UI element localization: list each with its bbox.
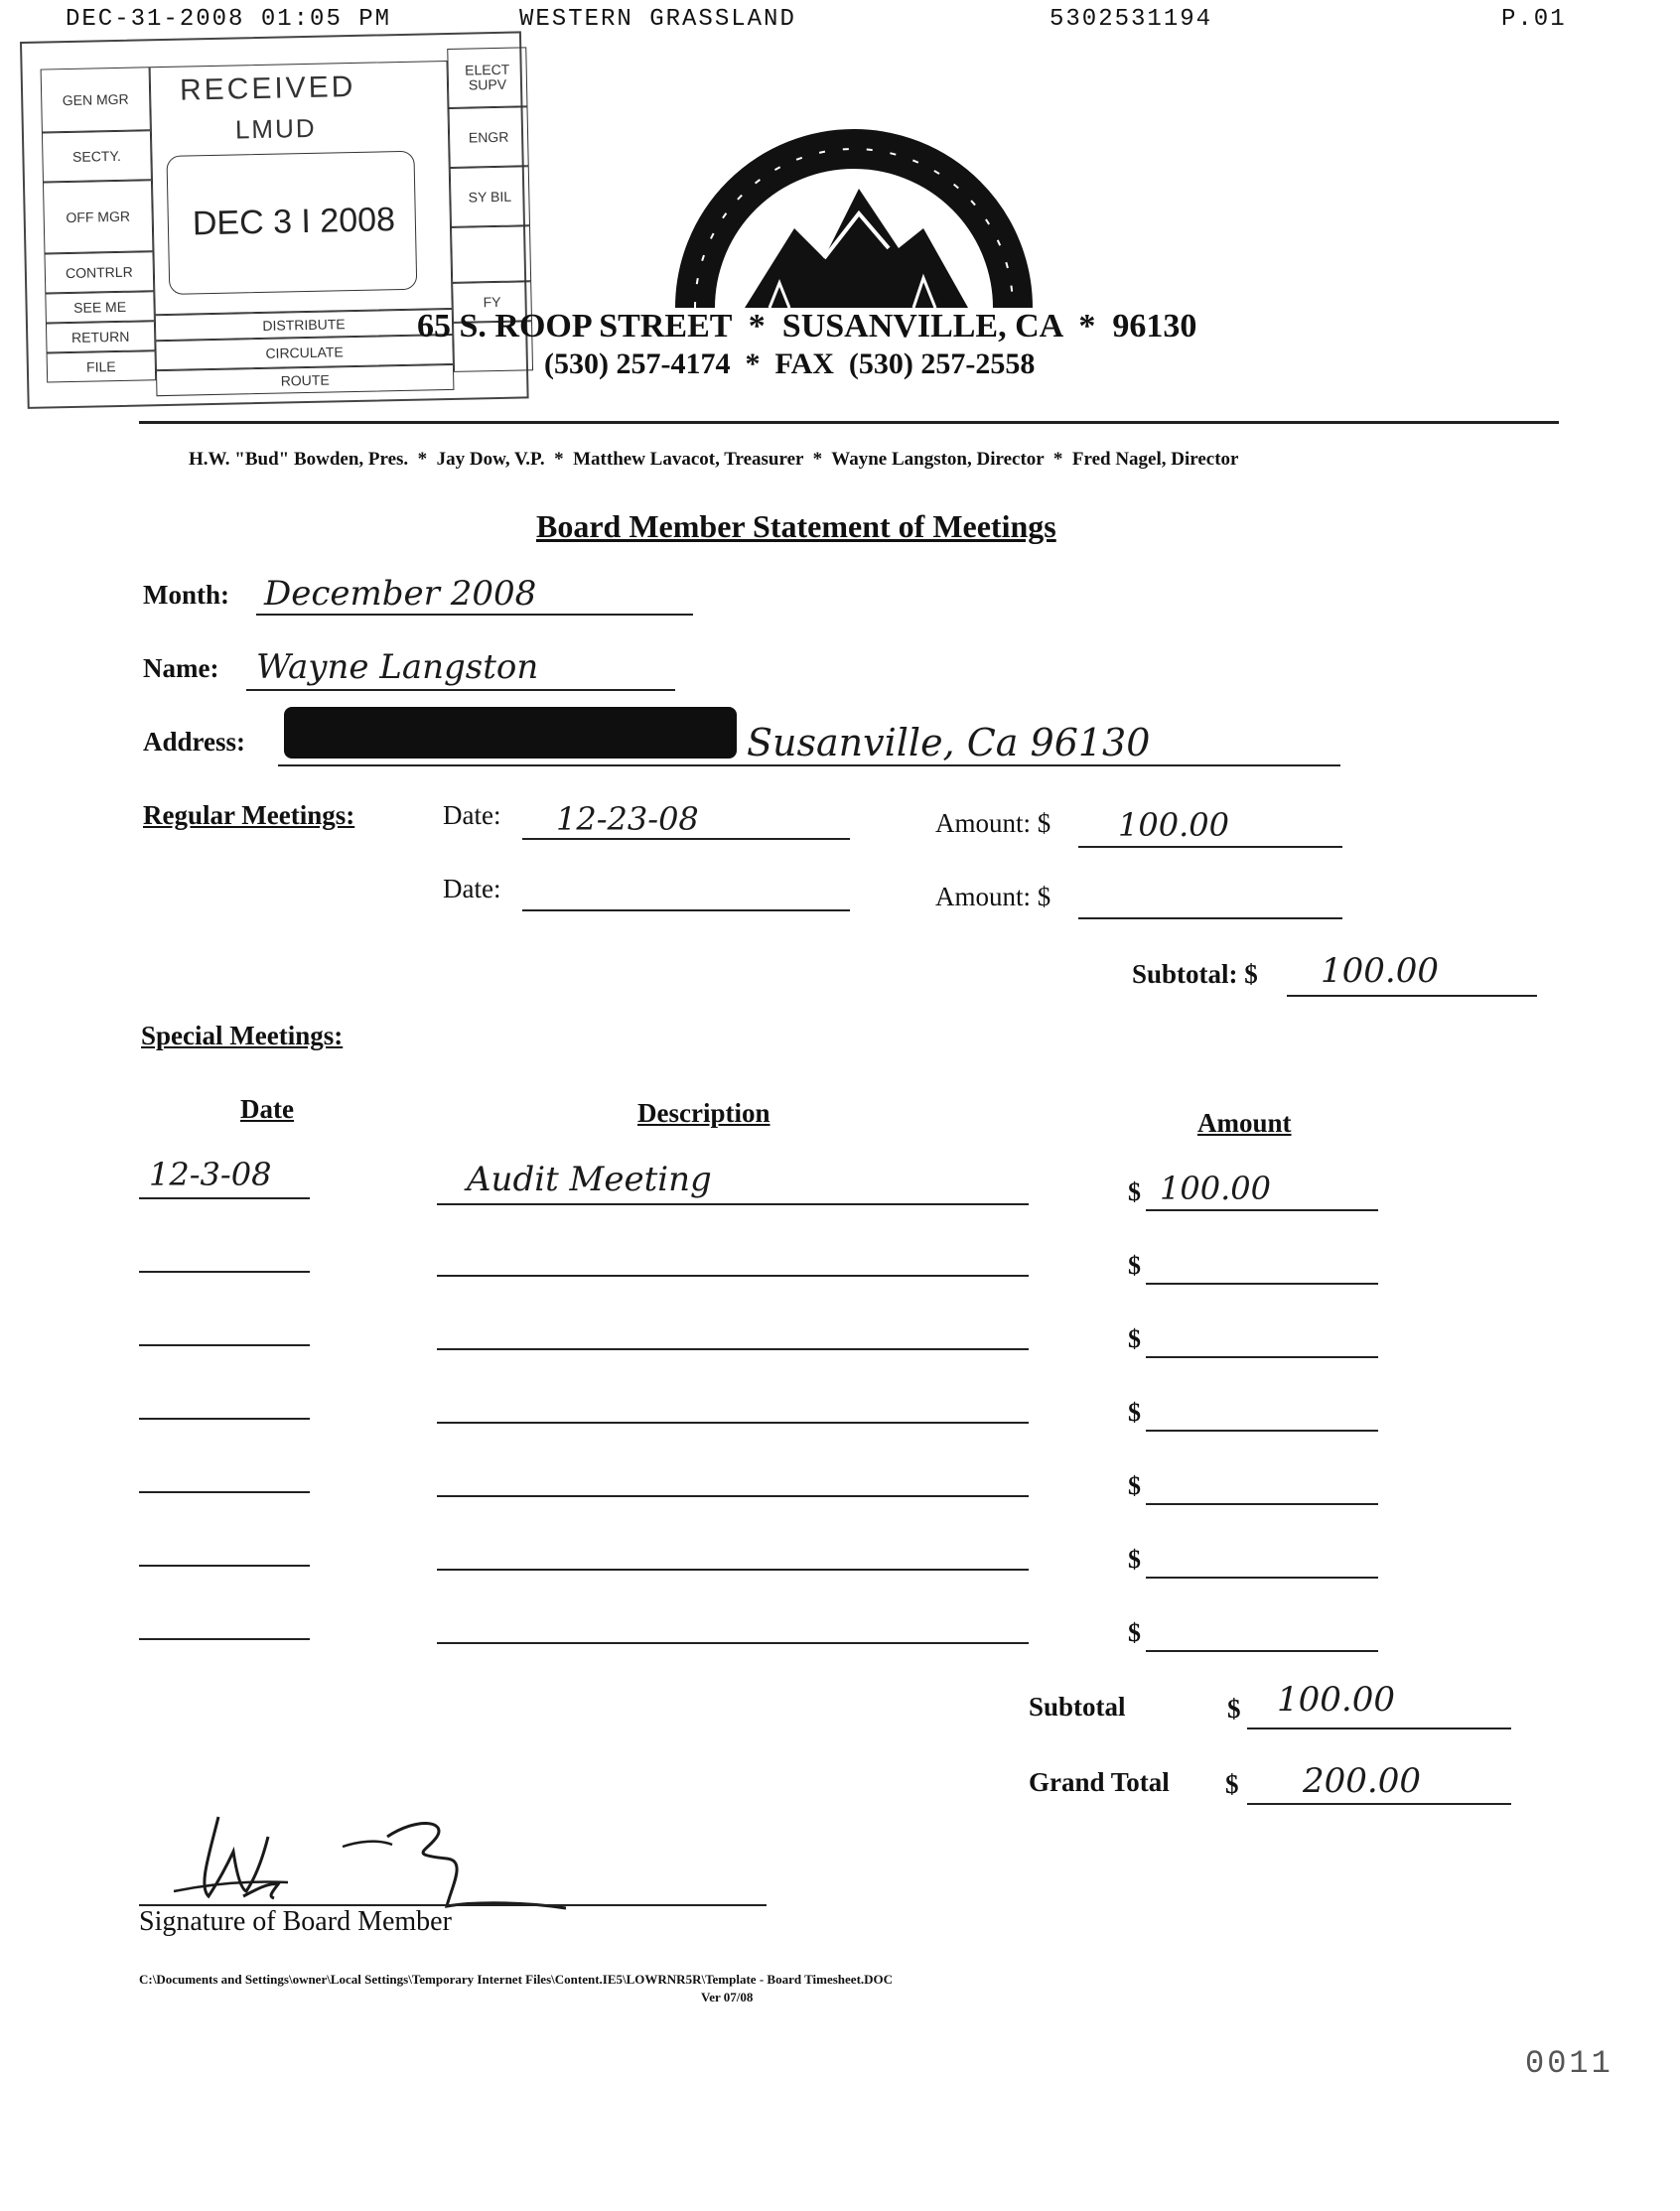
fax-header [0, 0, 1680, 40]
row-amount-line [1146, 1503, 1378, 1505]
regular-subtotal-label: Subtotal: $ [1132, 959, 1258, 989]
row-currency: $ [1128, 1251, 1141, 1280]
row-currency: $ [1128, 1398, 1141, 1427]
name-line [246, 689, 675, 691]
row-description-line [437, 1348, 1029, 1350]
row-amount-line [1146, 1650, 1378, 1652]
stamp-org: LMUD [234, 112, 317, 145]
regular-amount-line-1 [1078, 846, 1342, 848]
received-stamp [20, 31, 529, 408]
grand-total-label: Grand Total [1029, 1767, 1170, 1797]
row-currency: $ [1128, 1177, 1141, 1206]
grand-total-line [1247, 1803, 1511, 1805]
row-description-line [437, 1495, 1029, 1497]
name-value: Wayne Langston [256, 647, 539, 687]
stamp-distribute: DISTRIBUTE [155, 309, 453, 341]
row-date: 12-3-08 [149, 1156, 272, 1193]
subtotal-currency: $ [1227, 1694, 1241, 1724]
row-currency: $ [1128, 1324, 1141, 1353]
row-amount-line [1146, 1283, 1378, 1285]
address-value: Susanville, Ca 96130 [747, 721, 1151, 764]
stamp-circulate: CIRCULATE [155, 335, 454, 370]
stamp-date: DEC 3 I 2008 [192, 201, 396, 243]
stamp-cell-fy: FY [452, 281, 532, 323]
row-currency: $ [1128, 1545, 1141, 1574]
signature-label: Signature of Board Member [139, 1906, 452, 1937]
row-date-line [139, 1418, 310, 1420]
officers-line: H.W. "Bud" Bowden, Pres. * Jay Dow, V.P. * Matthew Lavacot, Treasurer * Wayne Langston, Director * Fred Nagel, Director [189, 449, 1239, 470]
special-meetings-label: Special Meetings: [141, 1021, 344, 1050]
stamp-cell-engr: ENGR [448, 106, 528, 168]
grand-total-value: 200.00 [1303, 1761, 1421, 1801]
regular-subtotal-line [1287, 995, 1537, 997]
page-number: 0011 [1525, 2045, 1613, 2082]
regular-meetings-label: Regular Meetings: [143, 800, 355, 830]
regular-amount-label-1: Amount: $ [935, 808, 1051, 838]
stamp-cell-off-mgr: OFF MGR [43, 180, 153, 253]
stamp-cell-secty: SECTY. [42, 130, 152, 182]
row-description-line [437, 1569, 1029, 1571]
letterhead-address: 65 S. ROOP STREET * SUSANVILLE, CA * 96130 [417, 308, 1197, 345]
grand-total-currency: $ [1225, 1769, 1239, 1799]
fax-sender: WESTERN GRASSLAND [519, 6, 796, 33]
stamp-cell-see-me: SEE ME [45, 291, 155, 323]
footer-version: Ver 07/08 [701, 1990, 754, 2004]
row-amount: 100.00 [1160, 1170, 1271, 1207]
address-label: Address: [143, 727, 246, 757]
stamp-cell-gen-mgr: GEN MGR [41, 67, 151, 132]
row-amount-line [1146, 1356, 1378, 1358]
regular-date-label-2: Date: [443, 874, 501, 903]
row-description: Audit Meeting [467, 1160, 712, 1199]
row-currency: $ [1128, 1471, 1141, 1500]
fax-phone: 5302531194 [1050, 6, 1213, 33]
row-date-line [139, 1491, 310, 1493]
handwritten-signature [149, 1797, 606, 1916]
regular-date-value-1: 12-23-08 [556, 800, 699, 838]
regular-amount-label-2: Amount: $ [935, 882, 1051, 911]
stamp-cell-blank-1 [451, 225, 531, 283]
row-amount-line [1146, 1209, 1378, 1211]
subtotal-label: Subtotal [1029, 1692, 1126, 1722]
regular-date-line-2 [522, 909, 850, 911]
row-description-line [437, 1422, 1029, 1424]
row-amount-line [1146, 1577, 1378, 1579]
row-description-line [437, 1275, 1029, 1277]
regular-amount-value-1: 100.00 [1118, 806, 1229, 844]
stamp-cell-file: FILE [47, 350, 157, 382]
row-date-line [139, 1638, 310, 1640]
footer-path: C:\Documents and Settings\owner\Local Settings\Temporary Internet Files\Content.IE5\LOWRNR5R\Template - Board Timesheet.DOC [139, 1972, 894, 1987]
month-line [256, 614, 693, 616]
address-line [278, 764, 1340, 766]
regular-date-line-1 [522, 838, 850, 840]
stamp-cell-contrlr: CONTRLR [44, 251, 154, 293]
regular-amount-line-2 [1078, 917, 1342, 919]
letterhead-rule [139, 421, 1559, 424]
row-amount-line [1146, 1430, 1378, 1432]
name-label: Name: [143, 653, 219, 683]
row-date-line [139, 1197, 310, 1199]
column-date: Date [240, 1094, 294, 1124]
row-description-line [437, 1642, 1029, 1644]
row-date-line [139, 1344, 310, 1346]
regular-subtotal-value: 100.00 [1321, 951, 1439, 991]
stamp-cell-elect-supv: ELECT SUPV [447, 47, 527, 108]
row-date-line [139, 1565, 310, 1567]
column-amount: Amount [1197, 1108, 1292, 1138]
stamp-cell-return: RETURN [46, 321, 156, 352]
column-description: Description [637, 1098, 770, 1128]
row-date-line [139, 1271, 310, 1273]
fax-datetime: DEC-31-2008 01:05 PM [66, 6, 392, 33]
month-label: Month: [143, 580, 229, 610]
subtotal-value: 100.00 [1277, 1680, 1395, 1720]
stamp-route: ROUTE [156, 364, 454, 396]
stamp-received: RECEIVED [179, 69, 356, 107]
form-title: Board Member Statement of Meetings [536, 508, 1056, 544]
district-logo [675, 119, 1033, 318]
letterhead-phones: (530) 257-4174 * FAX (530) 257-2558 [544, 347, 1036, 380]
stamp-cell-sy-bil: SY BIL [450, 166, 530, 227]
mountain-logo-icon [675, 119, 1033, 318]
redaction-block [284, 707, 737, 759]
subtotal-line [1247, 1727, 1511, 1729]
fax-page: P.01 [1501, 6, 1567, 33]
regular-date-label-1: Date: [443, 800, 501, 830]
month-value: December 2008 [264, 574, 537, 614]
row-description-line [437, 1203, 1029, 1205]
row-currency: $ [1128, 1618, 1141, 1647]
